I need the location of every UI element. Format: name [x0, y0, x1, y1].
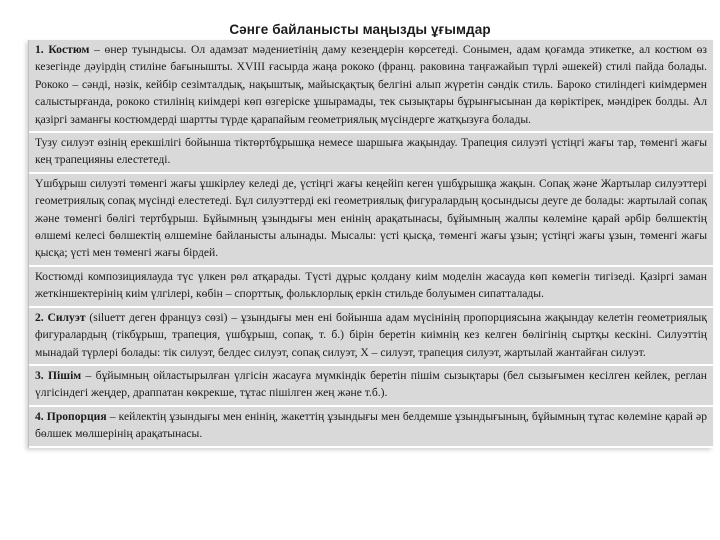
section-proportion	[29, 407, 713, 448]
section-color	[29, 267, 713, 308]
section-term: 4. Пропорция	[35, 409, 107, 423]
section-term: 3. Пішім	[35, 368, 82, 382]
section-text: Тузу силуэт өзінің ерекшілігі бойынша тіктөртбұрышқа немесе шаршыға жақындау. Трапеция силуэті үстіңгі жағы тар, төменгі жағы кең трапецияны елестетеді.	[35, 136, 707, 167]
section-costume	[29, 40, 713, 133]
section-text: (silueтт деген француз сөзі) – ұзындығы мен ені бойынша адам мүсінінің пропорциясына жақындау келетін геометриялық фигуралардың (тікбұрыш, трапеция, үшбұрыш, сопақ, т. б.) бірін беретін киімнің кез келген бөлігінің сыртқы кескіні. Силуэттің мынадай түрлері болады: тік силуэт, белдеc силуэт, сопақ силуэт, Х – силуэт, трапеция силуэт, жартылай жантайған силуэт.	[35, 310, 707, 359]
section-triangle-silhouette	[29, 174, 713, 267]
section-text: – өнер туындысы. Ол адамзат мәдениетінің даму кезеңдерін көрсетеді. Сонымен, адам қоғамда этикетке, ал костюм өз кезегінде дәуірдің стиліне бағынышты. XVIII ғасырда жаңа рококо (франц. раковина таңғажайып түрлі әшекей) стилі пайда болады. Рококо – сәнді, нәзік, кейбір сезімталдық, нақыштық, майысқақтық белгіні алып жүретін сәндік стиль. Бароко стиліндегі киімдермен салыстырғанда, рококо стилінің киімдері көп өзгеріске ұшырамады, тек сызықтары бұрынғысынан да көріктірек, мәндірек болды. Ал қазіргі заманғы костюмдерді шартты түрде қарапайым геометриялық мүсіндерге жатқызуға болады.	[35, 43, 708, 126]
section-term: 1. Костюм	[35, 43, 90, 56]
section-silhouette	[29, 308, 713, 366]
content-area	[28, 40, 713, 448]
section-text: – кейлектің ұзындығы мен енінің, жакеттің ұзындығы мен белдемше ұзындығының, бұйымның тұтас көлеміне қарай әр бөлшек мөлшерінің арақатынасы.	[35, 409, 707, 441]
section-text: – бұйымның ойластырылған үлгісін жасауға мүмкіндік беретін пішім сызықтары (бел сызығымен кесілген кейлек, реглан үлгісіндегі жеңдер, драппатан көкрекше, тұтас пішілген жең және т.б.).	[35, 368, 707, 400]
page-title: Сәнге байланысты маңызды ұғымдар	[229, 22, 491, 37]
section-text: Костюмді композициялауда түс үлкен рөл атқарады. Түсті дұрыс қолдану киім моделін жасауда көп көмегін тигізеді. Қазіргі заман жеткіншектерінің киім үлгілері, көбін – спорттық, фольклорлық еркін стильде болуымен сипатталады.	[35, 269, 707, 301]
section-straight-silhouette	[29, 133, 713, 174]
section-term: 2. Силуэт	[35, 310, 86, 324]
section-cut	[29, 366, 713, 407]
section-text: Үшбұрыш силуэті төменгі жағы ұшкірлеу келеді де, үстіңгі жағы кеңейіп кеген үшбұрышқа жақын. Сопақ және Жартылар силуэттері геометриялық сопақ мүсінді елестетеді. Бұл силуэттерді екі геометриялық фигуралардың қосындысы деуге де болады: жартылай сопақ және төменгі бөлігі тертбұрыш. Бұйымның ұзындығы мен енінің арақатынасы, бұйымның жалпы көлеміне қарай әрбір бөлшектің өлшемі келесі бөлшектің өлшеміне байланысты алынады. Мысалы: үсті қысқа, төменгі жағы ұзын; үстіңгі жағы ұзын, төменгі жағы қысқа; үсті мен төменгі жағы бірдей.	[35, 176, 707, 260]
